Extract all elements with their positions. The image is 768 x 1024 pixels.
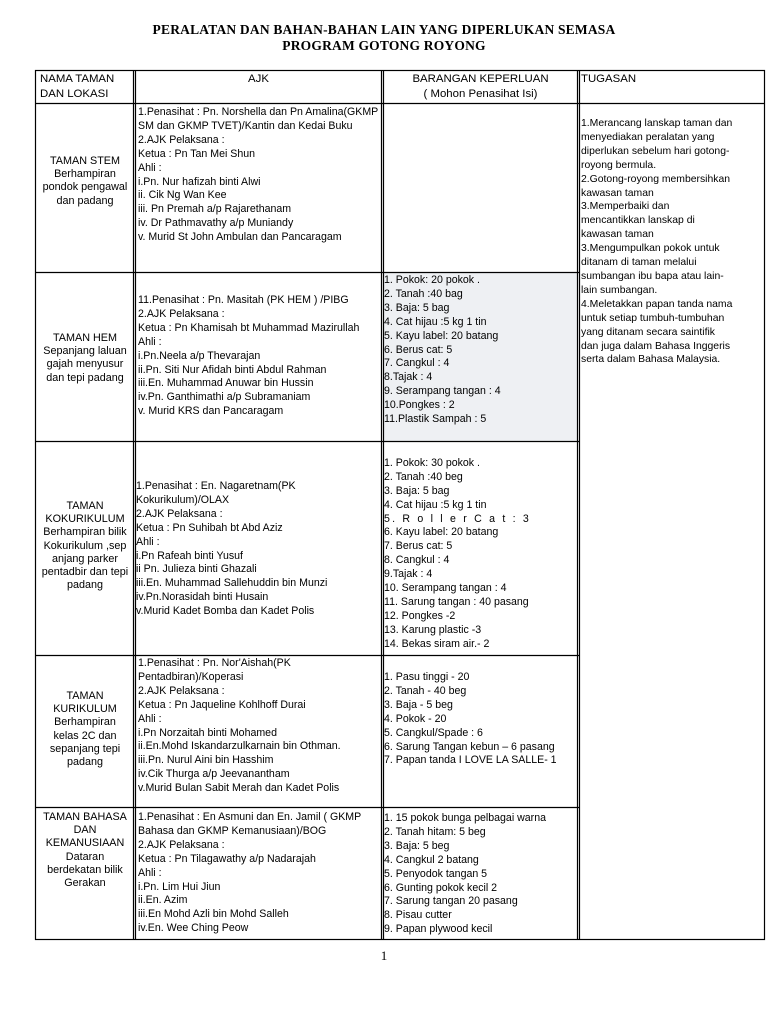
row-3-barangan-items-1-4: 1. Pokok: 30 pokok . 2. Tanah :40 beg 3. Baja: 5 bag 4. Cat hijau :5 kg 1 tin <box>384 456 487 511</box>
row-5-nama-taman: TAMAN BAHASA DAN KEMANUSIAAN Dataran berdekatan bilik Gerakan <box>43 811 127 890</box>
row-1-ajk: 1.Penasihat : Pn. Norshella dan Pn Amalina(GKMP SM dan GKMP TVET)/Kantin dan Kedai Buku 2.AJK Pelaksana : Ketua : Pn Tan Mei Shun Ahli : i.Pn. Nur hafizah binti Alwi ii. Cik Ng Wan Kee iii. Pn Premah a/p Rajarethanam iv. Dr Pathmavathy a/p Muniandy v. Murid St John Ambulan dan Pancaragam <box>138 106 379 244</box>
row-5-barangan: 1. 15 pokok bunga pelbagai warna 2. Tanah hitam: 5 beg 3. Baja: 5 beg 4. Cangkul 2 batang 5. Penyodok tangan 5 6. Gunting pokok kecil 2 7. Sarung tangan 20 pasang 8. Pisau cutter 9. Papan plywood kecil <box>384 812 546 936</box>
document-title-line-2: PROGRAM GOTONG ROYONG <box>282 38 486 53</box>
row-2-barangan: 1. Pokok: 20 pokok . 2. Tanah :40 bag 3. Baja: 5 bag 4. Cat hijau :5 kg 1 tin 5. Kayu label: 20 batang 6. Berus cat: 5 7. Cangkul : 4 8.Tajak : 4 9. Serampang tangan : 4 10.Pongkes : 2 11.Plastik Sampah : 5 <box>384 274 501 426</box>
header-barangan-keperluan: BARANGAN KEPERLUAN ( Mohon Penasihat Isi) <box>412 73 549 100</box>
row-3-nama-taman: TAMAN KOKURIKULUM Berhampiran bilik Kokurikulum ,sep anjang parker pentadbir dan tepi padang <box>41 500 129 592</box>
row-3-barangan-roller-cat: 5. R o l l e r C a t : 3 <box>384 512 532 525</box>
row-1-nama-taman: TAMAN STEM Berhampiran pondok pengawal dan padang <box>42 155 128 207</box>
row-2-nama-taman: TAMAN HEM Sepanjang laluan gajah menyusur dan tepi padang <box>43 332 127 384</box>
row-3-barangan <box>384 443 577 652</box>
header-ajk: AJK <box>248 73 269 85</box>
row-4-nama-taman: TAMAN KURIKULUM Berhampiran kelas 2C dan sepanjang tepi padang <box>49 690 121 769</box>
row-5-ajk: 1.Penasihat : En Asmuni dan En. Jamil ( GKMP Bahasa dan GKMP Kemanusiaan)/BOG 2.AJK Pelaksana : Ketua : Pn Tilagawathy a/p Nadarajah Ahli : i.Pn. Lim Hui Jiun ii.En. Azim iii.En Mohd Azli bin Mohd Salleh iv.En. Wee Ching Peow <box>138 811 362 935</box>
header-nama-taman: NAMA TAMAN DAN LOKASI <box>40 73 115 100</box>
row-4-ajk: 1.Penasihat : Pn. Nor'Aishah(PK Pentadbiran)/Koperasi 2.AJK Pelaksana : Ketua : Pn Jaqueline Kohlhoff Durai Ahli : i.Pn Norzaitah binti Mohamed ii.En.Mohd Iskandarzulkarnain bin Othman. iii.Pn. Nurul Aini bin Hasshim iv.Cik Thurga a/p Jeevanantham v.Murid Bulan Sabit Merah dan Kadet Polis <box>138 657 341 795</box>
row-3-barangan-items-6-14: 6. Kayu label: 20 batang 7. Berus cat: 5 8. Cangkul : 4 9.Tajak : 4 10. Serampang tangan : 4 11. Sarung tangan : 40 pasang 12. Pongkes -2 13. Karung plastic -3 14. Bekas siram air.- 2 <box>384 526 529 650</box>
document-title-line-1: PERALATAN DAN BAHAN-BAHAN LAIN YANG DIPERLUKAN SEMASA <box>152 22 616 37</box>
row-4-barangan: 1. Pasu tinggi - 20 2. Tanah - 40 beg 3. Baja - 5 beg 4. Pokok - 20 5. Cangkul/Spade : 6 6. Sarung Tangan kebun – 6 pasang 7. Papan tanda I LOVE LA SALLE- 1 <box>384 671 557 767</box>
page-number: 1 <box>380 948 388 963</box>
row-2-ajk: 11.Penasihat : Pn. Masitah (PK HEM ) /PIBG 2.AJK Pelaksana : Ketua : Pn Khamisah bt Muhammad Mazirullah Ahli : i.Pn.Neela a/p Thevarajan ii.Pn. Siti Nur Afidah binti Abdul Rahman iii.En. Muhammad Anuwar bin Hussin iv.Pn. Ganthimathi a/p Subramaniam v. Murid KRS dan Pancaragam <box>138 294 360 418</box>
row-3-ajk: 1.Penasihat : En. Nagaretnam(PK Kokurikulum)/OLAX 2.AJK Pelaksana : Ketua : Pn Suhibah bt Abd Aziz Ahli : i.Pn Rafeah binti Yusuf ii Pn. Julieza binti Ghazali iii.En. Muhammad Sallehuddin bin Munzi iv.Pn.Norasidah binti Husain v.Murid Kadet Bomba dan Kadet Polis <box>136 480 328 618</box>
header-tugasan: TUGASAN <box>581 73 637 85</box>
tugasan-list: 1.Merancang lanskap taman dan menyediakan peralatan yang diperlukan sebelum hari gotong- royong bermula. 2.Gotong-royong membersihkan kawasan taman 3.Memperbaiki dan mencantikkan lanskap di kawasan taman 3.Mengumpulkan pokok untuk ditanam di taman melalui sumbangan ibu bapa atau lain- lain sumbangan. 4.Meletakkan papan tanda nama untuk setiap tumbuh-tumbuhan yang ditanam secara saintifik dan juga dalam Bahasa Inggeris serta dalam Bahasa Malaysia. <box>581 118 733 366</box>
